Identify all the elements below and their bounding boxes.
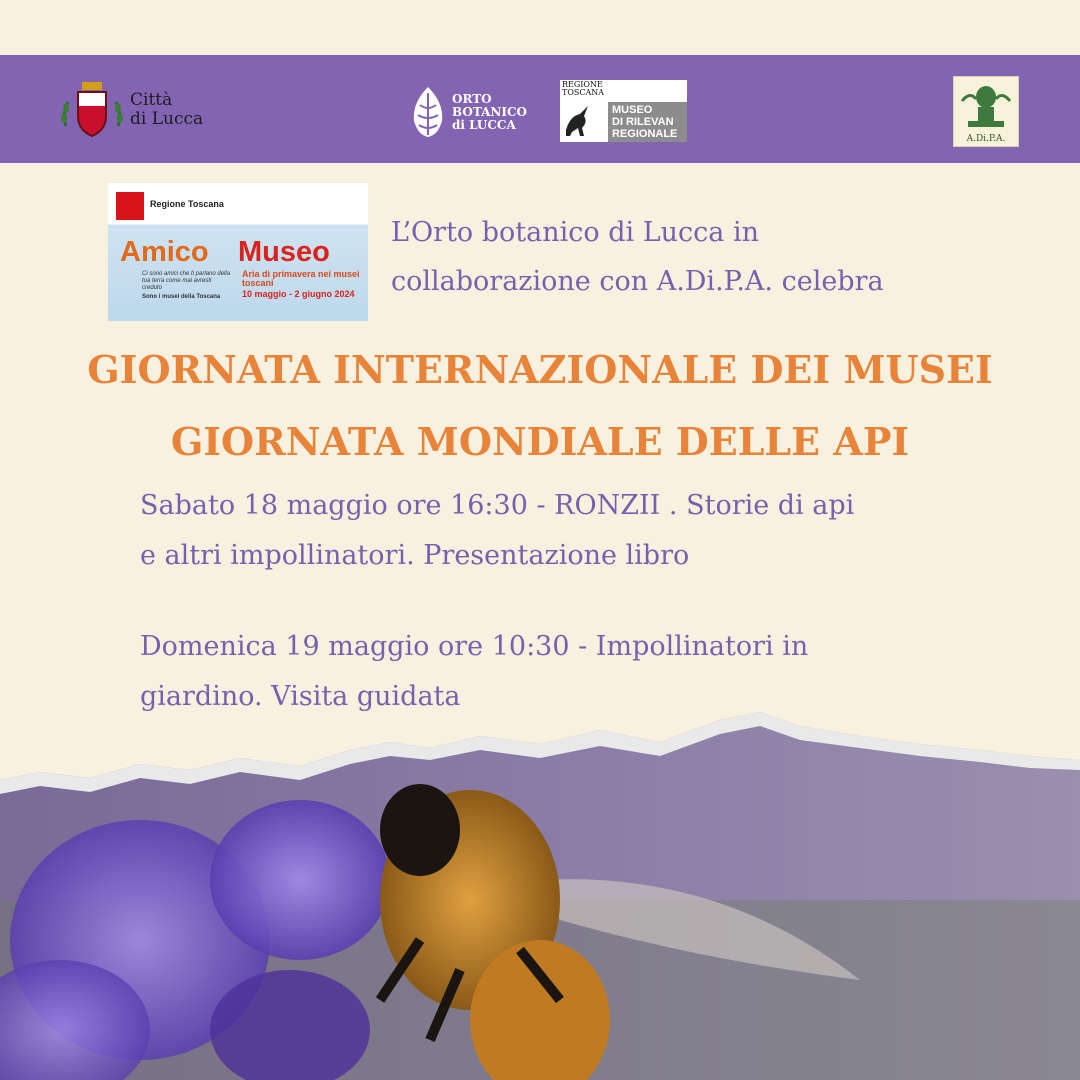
event-saturday [140, 481, 960, 581]
museo-badge-region-line1: REGIONE [562, 80, 603, 89]
amico-title-word2: Museo [238, 236, 330, 268]
city-logo-text [130, 91, 203, 129]
headline-museums-day: GIORNATA INTERNAZIONALE DEI MUSEI [87, 347, 993, 392]
amico-title-word1: Amico [120, 236, 209, 268]
amico-small-text2: Sono i musei della Toscana [142, 294, 221, 300]
amico-dates: 10 maggio - 2 giugno 2024 [242, 289, 355, 299]
event-sunday-line1: Domenica 19 maggio ore 10:30 - Impollinatori in [140, 631, 809, 662]
museo-badge-region-line2: TOSCANA [562, 88, 605, 97]
museo-badge-label [608, 102, 687, 142]
intro-line1: L’Orto botanico di Lucca in [391, 217, 760, 248]
city-logo-line1: Città [130, 90, 173, 110]
amico-subtitle: Aria di primavera nei musei toscani [242, 269, 360, 288]
amico-region-label: Regione Toscana [150, 199, 224, 209]
amico-museo-banner [108, 183, 368, 321]
orto-logo-line2: BOTANICO [452, 105, 527, 119]
event-saturday-line1: Sabato 18 maggio ore 16:30 - RONZII . Storie di api [140, 490, 855, 521]
orto-logo-line3: di LUCCA [452, 118, 516, 132]
regione-toscana-icon [116, 192, 144, 220]
orto-logo-text [452, 93, 527, 132]
museo-rilevanza-badge [560, 80, 687, 142]
pegasus-icon [562, 102, 592, 138]
museo-badge-region [562, 81, 604, 97]
orto-botanico-leaf-icon [408, 85, 448, 139]
museo-badge-line3: REGIONALE [612, 128, 678, 140]
city-logo-line2: di Lucca [130, 109, 204, 129]
museo-badge-line2: DI RILEVAN [612, 116, 674, 128]
intro-line2: collaborazione con A.Di.P.A. celebra [391, 266, 884, 297]
adipa-caption: A.Di.P.A. [966, 134, 1006, 144]
museo-badge-line1: MUSEO [612, 104, 653, 116]
bee-on-lavender-photo [0, 700, 1080, 1080]
event-sunday-line2: giardino. Visita guidata [140, 681, 461, 712]
adipa-logo [953, 76, 1019, 147]
headline-bees-day: GIORNATA MONDIALE DELLE API [170, 419, 910, 464]
amico-small-text: Ci sono amici che ti parlano della tua terra come mai avresti creduto [142, 271, 231, 291]
intro-text [391, 208, 1031, 306]
orto-logo-line1: ORTO [452, 92, 492, 106]
event-saturday-line2: e altri impollinatori. Presentazione libro [140, 540, 690, 571]
adipa-emblem-icon [954, 77, 1018, 133]
